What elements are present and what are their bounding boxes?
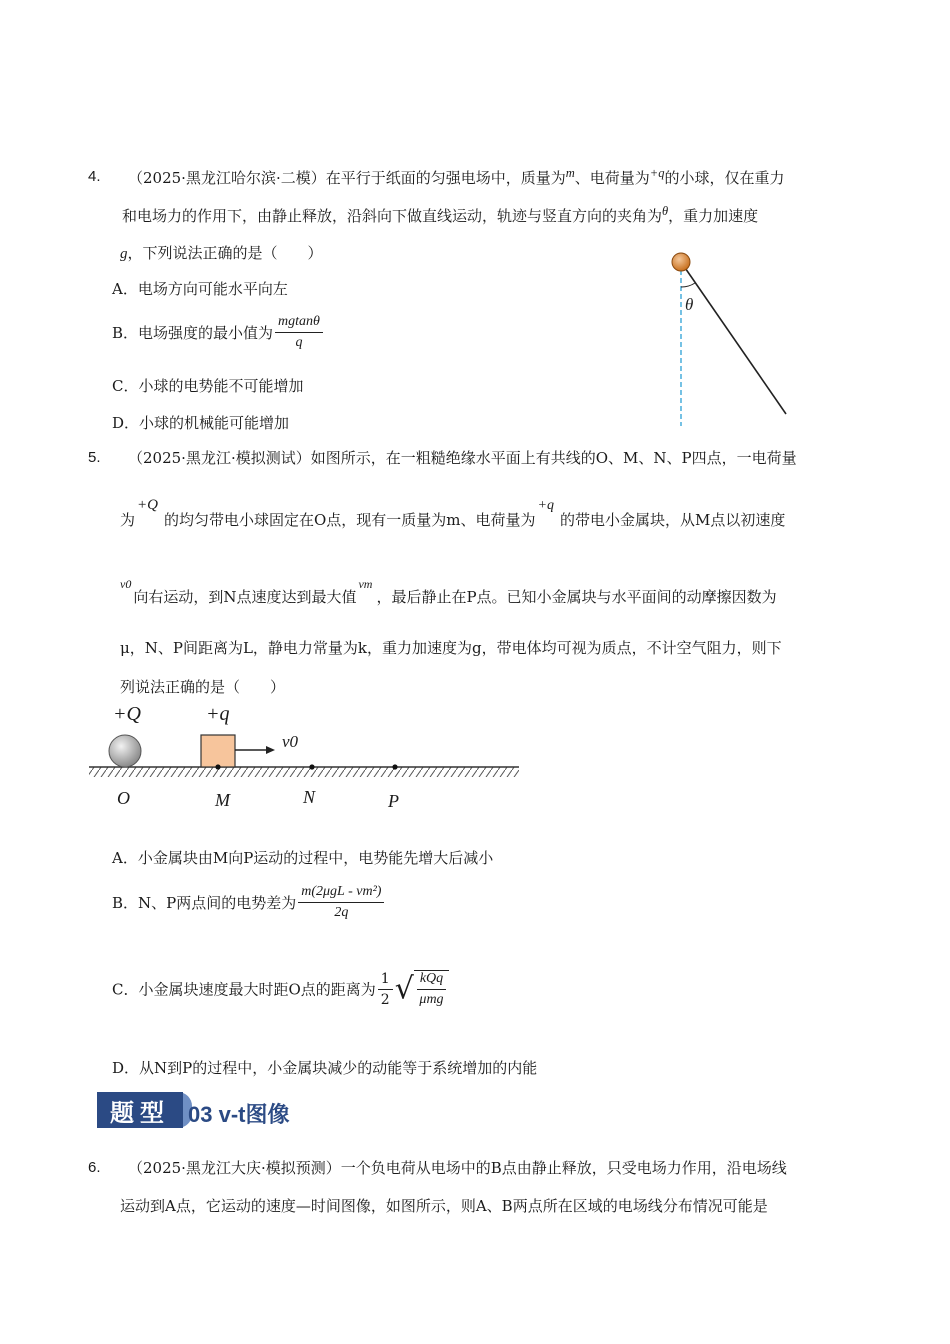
- label-plus-Q: +Q: [113, 703, 141, 725]
- q4-line1: （2025·黑龙江哈尔滨·二模）在平行于纸面的匀强电场中，质量为$^m$、电荷量为$^{+q}$的小球，仅在重力: [128, 166, 785, 187]
- q4-line3: g，下列说法正确的是（ ）: [120, 244, 323, 262]
- label-O: O: [117, 788, 130, 808]
- section-title: 03 v-t图像: [188, 1102, 290, 1127]
- q5-line4: μ，N、P间距离为L，静电力常量为k，重力加速度为g，带电体均可视为质点，不计空气阻力，则下: [120, 639, 782, 657]
- ground-hatch: [89, 767, 519, 777]
- label-plus-q: +q: [206, 703, 230, 725]
- q4-option-d: D．小球的机械能可能增加: [112, 414, 290, 432]
- q5-option-a: A．小金属块由M向P运动的过程中，电势能先增大后减小: [112, 849, 494, 867]
- theta-label: θ: [685, 295, 694, 314]
- q5-line5: 列说法正确的是（ ）: [120, 678, 286, 696]
- metal-block-q: [201, 735, 235, 767]
- q5-option-c-sqrt: $\frac{\text{kQq}}{\text{μmg}}$: [414, 970, 449, 1008]
- q6-number: 6.: [88, 1159, 101, 1176]
- q4-number: 4.: [88, 168, 101, 185]
- angle-arc: [681, 283, 695, 287]
- q5-option-b: B．N、P两点间的电势差为 $\frac{\text{m(2μgL - vm²)}}{2q}$: [112, 884, 386, 921]
- point-P-dot: [392, 764, 397, 769]
- fixed-ball-Q: [109, 735, 141, 767]
- q5-source: （2025·黑龙江·模拟测试）: [128, 449, 311, 467]
- q5-option-c-half: $\frac{1}{2}$: [378, 971, 393, 1008]
- q6-line2: 运动到A点，它运动的速度—时间图像，如图所示，则A、B两点所在区域的电场线分布情况可能是: [120, 1197, 768, 1215]
- q5-option-d: D．从N到P的过程中，小金属块减少的动能等于系统增加的内能: [112, 1059, 538, 1077]
- section-badge: 题型: [97, 1092, 183, 1128]
- q6-line1: （2025·黑龙江大庆·模拟预测）一个负电荷从电场中的B点由静止释放，只受电场力作用，沿电场线: [128, 1159, 787, 1177]
- label-v0: v0: [282, 732, 299, 751]
- q5-line3: v0向右运动，到N点速度达到最大值vm，最后静止在P点。已知小金属块与水平面间的动摩擦因数为: [120, 577, 777, 606]
- label-P: P: [388, 791, 399, 811]
- q4-figure: [640, 240, 810, 430]
- velocity-arrowhead: [266, 746, 275, 754]
- q4-line2: 和电场力的作用下，由静止释放，沿斜向下做直线运动，轨迹与竖直方向的夹角为$^\theta$，重力加速度: [122, 204, 759, 225]
- q6-source: （2025·黑龙江大庆·模拟预测）: [128, 1159, 341, 1177]
- point-M-dot: [215, 764, 220, 769]
- point-N-dot: [309, 764, 314, 769]
- q5-option-c: C．小金属块速度最大时距O点的距离为 $\frac{1}{2}$ √ $\frac{\text{kQq}}{\text{μmg}}$: [112, 970, 449, 1008]
- q4-option-a: A．电场方向可能水平向左: [112, 280, 288, 298]
- q5-line1: （2025·黑龙江·模拟测试）如图所示，在一粗糙绝缘水平面上有共线的O、M、N、P四点，一电荷量: [128, 449, 797, 467]
- q4-source: （2025·黑龙江哈尔滨·二模）: [128, 169, 326, 187]
- label-M: M: [215, 790, 230, 810]
- trajectory-line: [681, 262, 786, 414]
- q4-option-b-fraction: $\frac{mgtan\theta}{q}$: [275, 314, 323, 351]
- charged-ball: [672, 253, 690, 271]
- q4-option-b: B．电场强度的最小值为 $\frac{mgtan\theta}{q}$: [112, 314, 325, 351]
- q5-option-b-fraction: $\frac{\text{m(2μgL - vm²)}}{2q}$: [298, 884, 384, 921]
- q4-option-c: C．小球的电势能不可能增加: [112, 377, 304, 395]
- q5-line2: 为+Q的均匀带电小球固定在O点，现有一质量为m、电荷量为+q的带电小金属块，从M点以初速度: [120, 497, 786, 529]
- label-N: N: [303, 787, 316, 807]
- q5-number: 5.: [88, 449, 101, 466]
- sqrt-symbol: √: [394, 971, 414, 1007]
